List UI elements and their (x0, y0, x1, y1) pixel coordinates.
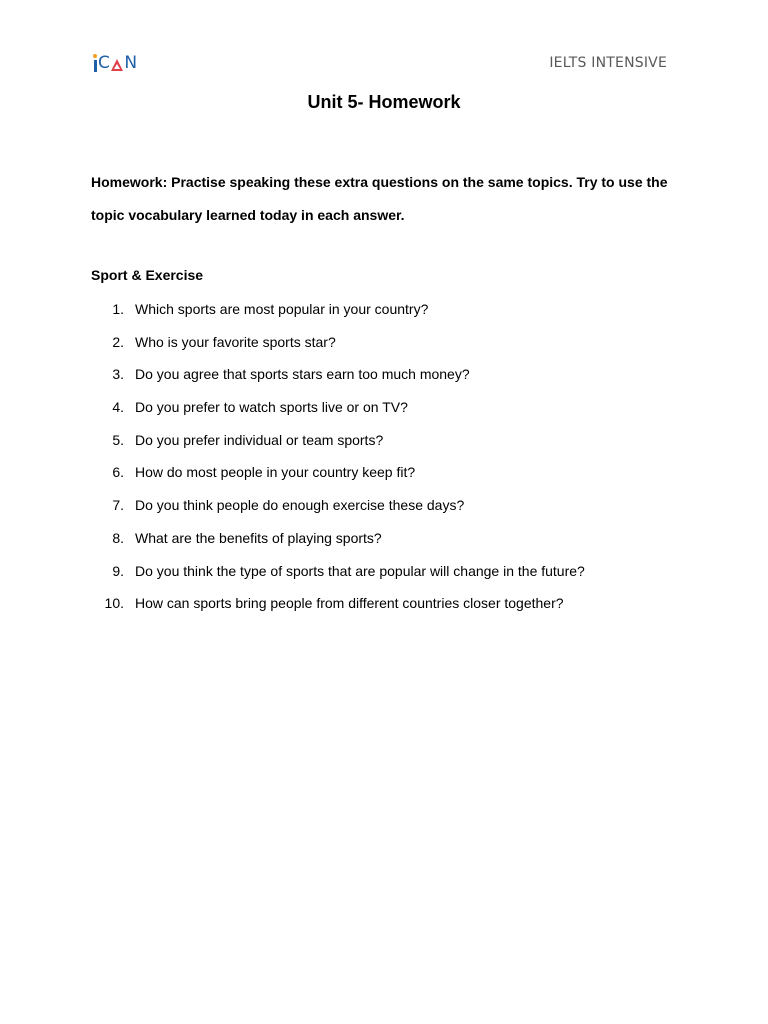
question-text: Which sports are most popular in your country? (135, 301, 429, 317)
logo-triangle-a (111, 59, 123, 71)
question-text: Who is your favorite sports star? (135, 333, 336, 350)
logo-letter-n: N (124, 53, 138, 73)
question-item (91, 429, 585, 462)
header-course-label: IELTS INTENSIVE (549, 55, 667, 71)
question-list (91, 298, 585, 625)
question-item (91, 396, 585, 429)
question-text: Do you think the type of sports that are popular will change in the future? (135, 562, 585, 579)
question-number: 9. (112, 562, 124, 579)
question-number: 8. (112, 529, 124, 546)
question-number: 7. (112, 497, 124, 514)
question-item (91, 363, 585, 396)
question-text: Do you think people do enough exercise these days? (135, 497, 465, 514)
question-number: 5. (112, 431, 124, 448)
page-title: Unit 5- Homework (307, 92, 461, 112)
question-number: 4. (112, 399, 124, 416)
question-number: 3. (112, 366, 124, 383)
question-text: Do you agree that sports stars earn too much money? (135, 366, 470, 383)
question-item (91, 298, 585, 331)
question-text: How do most people in your country keep fit? (135, 464, 416, 481)
question-text: What are the benefits of playing sports? (135, 529, 382, 546)
question-number: 10. (104, 595, 124, 612)
question-number: 6. (112, 464, 124, 481)
section-heading: Sport & Exercise (91, 267, 204, 283)
homework-instructions: Homework: Practise speaking these extra questions on the same topics. Try to use the topic vocabulary learned today in each answer. (91, 174, 668, 223)
question-number: 1. (112, 301, 124, 317)
logo-letter-i (92, 55, 98, 72)
question-item (91, 560, 585, 593)
question-item (91, 494, 585, 527)
ican-logo (92, 48, 138, 72)
question-item (91, 461, 585, 494)
question-number: 2. (112, 333, 124, 350)
question-item (91, 331, 585, 364)
question-item (91, 592, 585, 625)
question-text: Do you prefer to watch sports live or on TV? (135, 399, 408, 416)
logo-letter-c: C (98, 53, 111, 73)
question-text: How can sports bring people from different countries closer together? (135, 595, 564, 612)
question-item (91, 527, 585, 560)
question-text: Do you prefer individual or team sports? (135, 431, 384, 448)
